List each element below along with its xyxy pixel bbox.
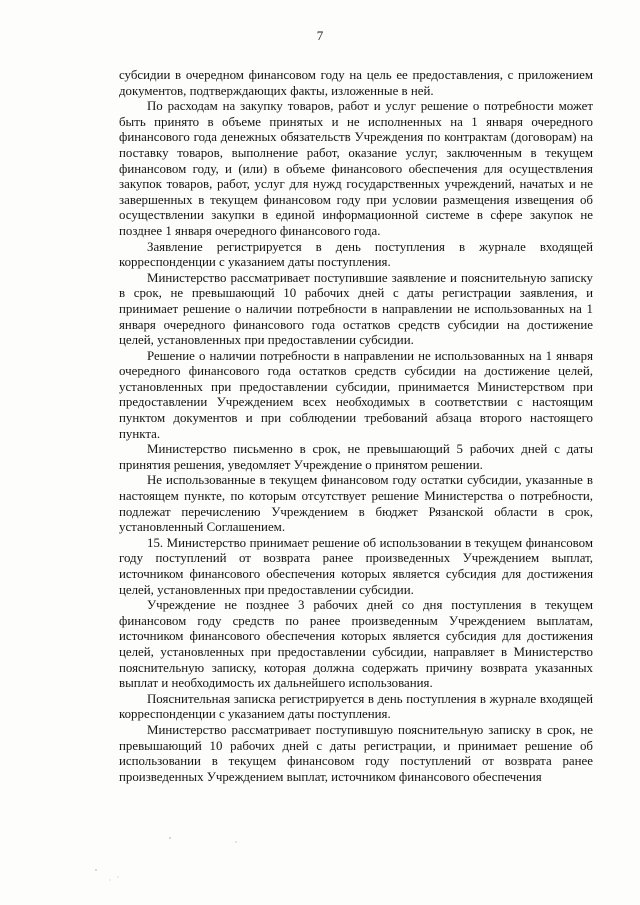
paragraph: Пояснительная записка регистрируется в день поступления в журнале входящей корреспонденции с указанием даты поступления. <box>119 691 593 722</box>
document-body <box>119 68 593 785</box>
paragraph: Министерство рассматривает поступившую пояснительную записку в срок, не превышающий 10 рабочих дней с даты регистрации, и принимает решение об использовании в текущем финансовом году поступлений от возврата ранее произведенных Учреждением выплат, источником финансового обеспечения <box>119 722 593 784</box>
paragraph: Заявление регистрируется в день поступления в журнале входящей корреспонденции с указанием даты поступления. <box>119 239 593 270</box>
paragraph: Решение о наличии потребности в направлении не использованных на 1 января очередного финансового года остатков средств субсидии на достижение целей, установленных при предоставлении субсидии, принимается Министерством при предоставлении Учреждением всех необходимых в соответствии с настоящим пунктом документов и при соблюдении требований абзаца второго настоящего пункта. <box>119 348 593 441</box>
page-number: 7 <box>316 28 324 43</box>
paragraph: субсидии в очередном финансовом году на цель ее предоставления, с приложением документов, подтверждающих факты, изложенные в ней. <box>119 68 593 98</box>
paragraph: Министерство письменно в срок, не превышающий 5 рабочих дней с даты принятия решения, уведомляет Учреждение о принятом решении. <box>119 442 593 472</box>
paragraph: Учреждение не позднее 3 рабочих дней со дня поступления в текущем финансовом году средств по ранее произведенным Учреждением выплатам, источником финансового обеспечения которых является субсидия для достижения целей, установленных при предоставлении субсидии, направляет в Министерство пояснительную записку, которая должна содержать причину возврата указанных выплат и необходимость их дальнейшего использования. <box>119 598 593 691</box>
paragraph: 15. Министерство принимает решение об использовании в текущем финансовом году поступлений от возврата ранее произведенных Учреждением выплат, источником финансового обеспечения которых является субсидия для достижения целей, установленных при предоставлении субсидии. <box>119 535 593 597</box>
paragraph: Министерство рассматривает поступившие заявление и пояснительную записку в срок, не превышающий 10 рабочих дней с даты регистрации заявления, и принимает решение о наличии потребности в направлении не использованных на 1 января очередного финансового года остатков средств субсидии на достижение целей, установленных при предоставлении субсидии. <box>119 270 593 348</box>
paragraph: По расходам на закупку товаров, работ и услуг решение о потребности может быть принято в объеме принятых и не исполненных на 1 января очередного финансового года денежных обязательств Учреждения по контрактам (договорам) на поставку товаров, выполнение работ, оказание услуг, заключенным в текущем финансовом году, и (или) в объеме финансового обеспечения для осуществления закупок товаров, работ, услуг для нужд государственных учреждений, начатых и не завершенных в текущем финансовом году при условии размещения извещения об осуществлении закупки в единой информационной системе в сфере закупок не позднее 1 января очередного финансового года. <box>119 99 593 238</box>
paragraph: Не использованные в текущем финансовом году остатки субсидии, указанные в настоящем пункте, по которым отсутствует решение Министерства о потребности, подлежат перечислению Учреждением в бюджет Рязанской области в срок, установленный Соглашением. <box>119 473 593 535</box>
